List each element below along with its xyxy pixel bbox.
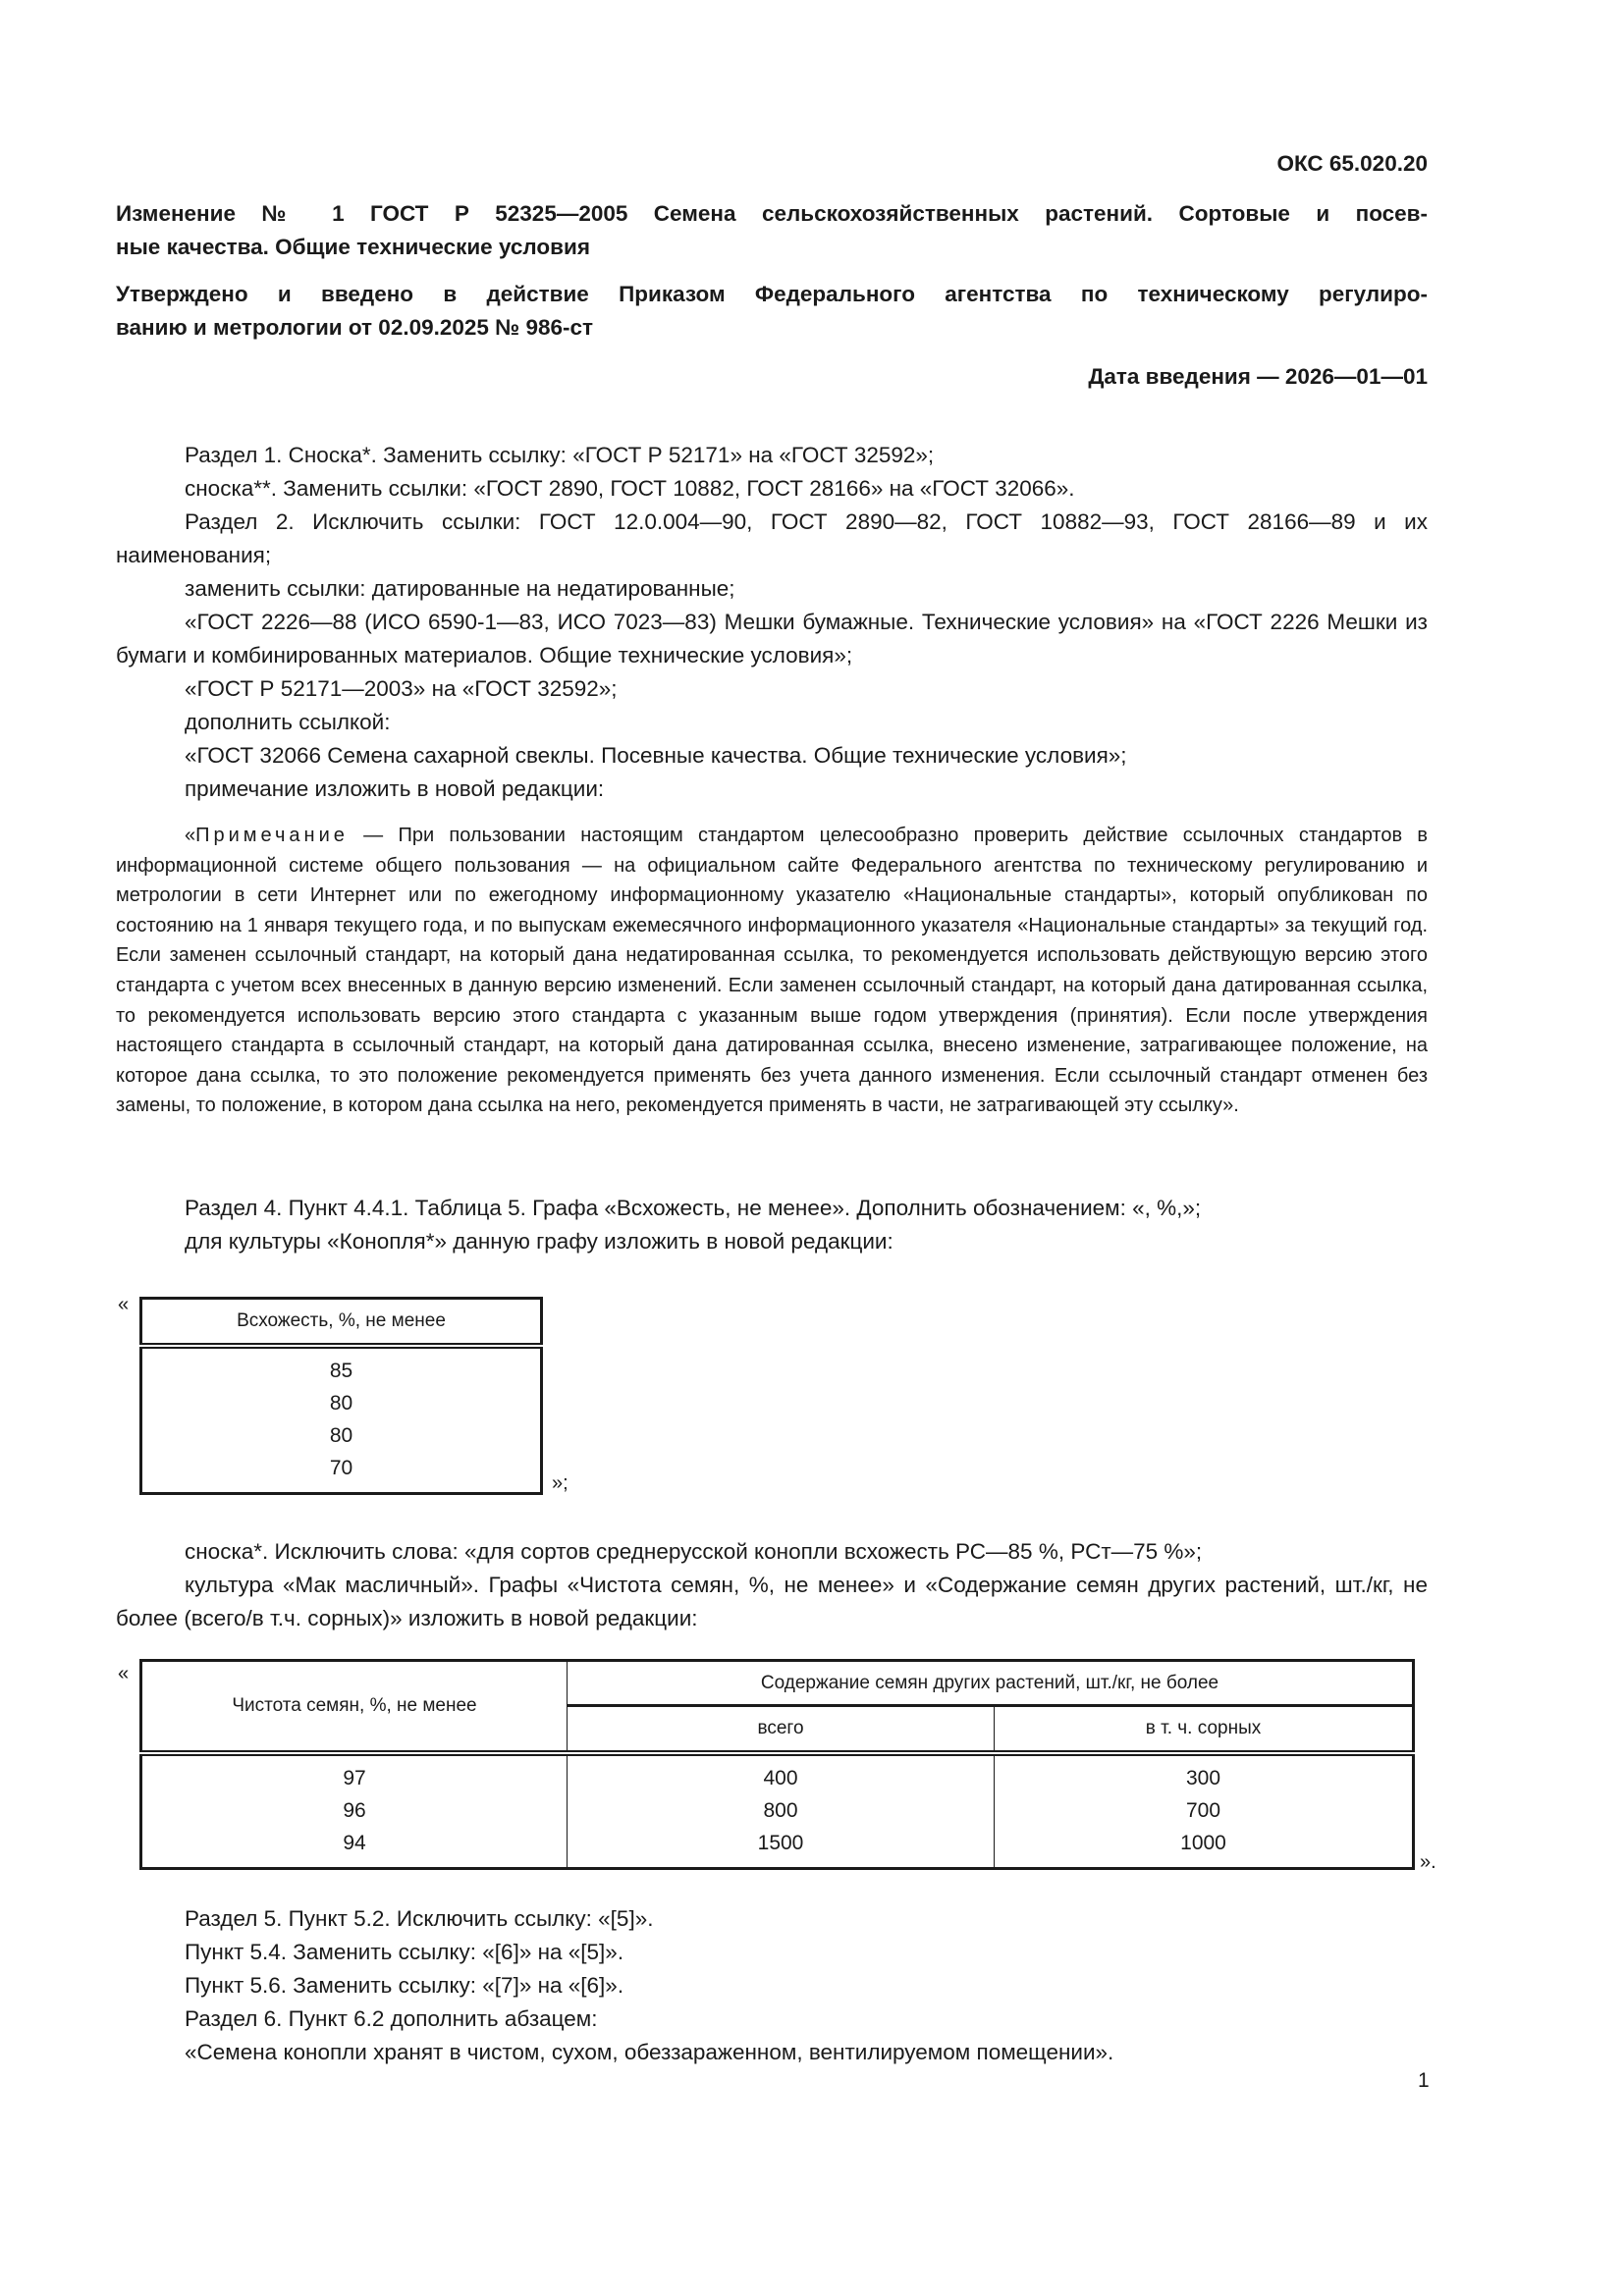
section-1-2-amendments: [116, 439, 1428, 806]
table2-open-quote: «: [118, 1663, 130, 1684]
table-cell: 400: [763, 1766, 798, 1789]
note-text: — При пользовании настоящим стандартом целесообразно проверить действие ссылочных стандартов в информационной системе общего пользования — на официальном сайте Федерального агентства по техническому регулированию и метрологии в сети Интернет или по ежегодному информационному указателю «Национальные стандарты», который опубликован по состоянию на 1 января текущего года, и по выпускам ежемесячного информационного указателя «Национальные стандарты» за текущий год. Если заменен ссылочный стандарт, на который дана недатированная ссылка, то рекомендуется использовать действующую версию этого стандарта с учетом всех внесенных в данную версию изменений. Если заменен ссылочный стандарт, на который дана датированная ссылка, то рекомендуется использовать версию этого стандарта с указанным выше годом утверждения (принятия). Если после утверждения настоящего стандарта в ссылочный стандарт, на который дана датированная ссылка, внесено изменение, затрагивающее положение, на которое дана ссылка, то это положение рекомендуется применять без учета данного изменения. Если ссылочный стандарт отменен без замены, то положение, в котором дана ссылка на него, рекомендуется применять в части, не затрагивающей эту ссылку».: [116, 825, 1428, 1117]
table-header-purity: Чистота семян, %, не менее: [141, 1661, 568, 1753]
paragraph: Раздел 2. Исключить ссылки: ГОСТ 12.0.004—90, ГОСТ 2890—82, ГОСТ 10882—93, ГОСТ 28166—89 и их наименования;: [116, 509, 1428, 567]
note-block: [116, 821, 1428, 1121]
paragraph: культура «Мак масличный». Графы «Чистота семян, %, не менее» и «Содержание семян других растений, шт./кг, не более (всего/в т.ч. сорных)» изложить в новой редакции:: [116, 1573, 1428, 1630]
paragraph: «ГОСТ 32066 Семена сахарной свеклы. Посевные качества. Общие технические условия»;: [185, 743, 1127, 768]
approval-line-2: ванию и метрологии от 02.09.2025 № 986-ст: [116, 315, 594, 340]
table-header-weeds: в т. ч. сорных: [995, 1706, 1414, 1753]
table-values-total: [568, 1753, 995, 1869]
section-5-6-amendments: [116, 1902, 1428, 2069]
paragraph: Раздел 5. Пункт 5.2. Исключить ссылку: «[5]».: [185, 1906, 654, 1931]
effective-date: Дата введения — 2026—01—01: [1088, 364, 1428, 389]
title-line-1: Изменение № 1 ГОСТ Р 52325—2005 Семена сельскохозяйственных растений. Сортовые и посев-: [116, 201, 1428, 226]
paragraph: «ГОСТ 2226—88 (ИСО 6590-1—83, ИСО 7023—83) Мешки бумажные. Технические условия» на «ГОСТ 2226 Мешки из бумаги и комбинированных материалов. Общие технические условия»;: [116, 610, 1428, 667]
title-line-2: ные качества. Общие технические условия: [116, 235, 590, 259]
table-cell: 80: [329, 1423, 353, 1447]
table-cell: 80: [329, 1391, 353, 1415]
paragraph: «Семена конопли хранят в чистом, сухом, обеззараженном, вентилируемом помещении».: [185, 2040, 1114, 2064]
paragraph: Раздел 6. Пункт 6.2 дополнить абзацем:: [185, 2006, 598, 2031]
paragraph: сноска*. Исключить слова: «для сортов среднерусской конопли всхожесть РС—85 %, РСт—75 %»;: [185, 1539, 1203, 1564]
paragraph: Пункт 5.4. Заменить ссылку: «[6]» на «[5]».: [185, 1940, 624, 1964]
paragraph: «ГОСТ Р 52171—2003» на «ГОСТ 32592»;: [185, 676, 618, 701]
germination-table: [139, 1297, 543, 1495]
table1-open-quote: «: [118, 1294, 130, 1315]
table-cell: 94: [343, 1831, 366, 1854]
approval-statement: [116, 278, 1428, 345]
table-cell: 700: [1185, 1798, 1221, 1822]
table-cell: 70: [329, 1456, 353, 1479]
section-4-footnote-amendment: [116, 1535, 1428, 1635]
paragraph: примечание изложить в новой редакции:: [185, 776, 605, 801]
table-header-total: всего: [568, 1706, 995, 1753]
table-cell: 1500: [757, 1831, 804, 1854]
table-values-germination: [141, 1346, 542, 1494]
table-cell: 97: [343, 1766, 366, 1789]
table1-close-quote: »;: [552, 1472, 568, 1494]
table-cell: 85: [329, 1359, 353, 1382]
table-cell: 300: [1185, 1766, 1221, 1789]
classifier-code: ОКС 65.020.20: [1276, 151, 1428, 176]
table-values-purity: [141, 1753, 568, 1869]
section-4-amendment: [116, 1192, 1428, 1258]
paragraph: для культуры «Конопля*» данную графу изложить в новой редакции:: [185, 1229, 893, 1254]
table-header-other-seeds: Содержание семян других растений, шт./кг, не более: [568, 1661, 1414, 1706]
table-values-weeds: [995, 1753, 1414, 1869]
paragraph: дополнить ссылкой:: [185, 710, 391, 734]
table-cell: 96: [343, 1798, 366, 1822]
page-number: 1: [1418, 2069, 1430, 2092]
table-header-germination: Всхожесть, %, не менее: [141, 1299, 542, 1346]
purity-table: [139, 1659, 1415, 1870]
paragraph: сноска**. Заменить ссылки: «ГОСТ 2890, ГОСТ 10882, ГОСТ 28166» на «ГОСТ 32066».: [185, 476, 1075, 501]
table-cell: 1000: [1180, 1831, 1226, 1854]
table2-close-quote: ».: [1420, 1851, 1436, 1873]
paragraph: Раздел 1. Сноска*. Заменить ссылку: «ГОСТ Р 52171» на «ГОСТ 32592»;: [185, 443, 935, 467]
paragraph: заменить ссылки: датированные на недатированные;: [185, 576, 735, 601]
approval-line-1: Утверждено и введено в действие Приказом Федерального агентства по техническому регулиро-: [116, 282, 1428, 306]
document-title: [116, 197, 1428, 264]
note-label: Примечание: [195, 825, 349, 846]
paragraph: Пункт 5.6. Заменить ссылку: «[7]» на «[6]».: [185, 1973, 624, 1998]
note-open-quote: «: [185, 825, 196, 846]
paragraph: Раздел 4. Пункт 4.4.1. Таблица 5. Графа «Всхожесть, не менее». Дополнить обозначением: «, %,»;: [185, 1196, 1202, 1220]
table-cell: 800: [763, 1798, 798, 1822]
